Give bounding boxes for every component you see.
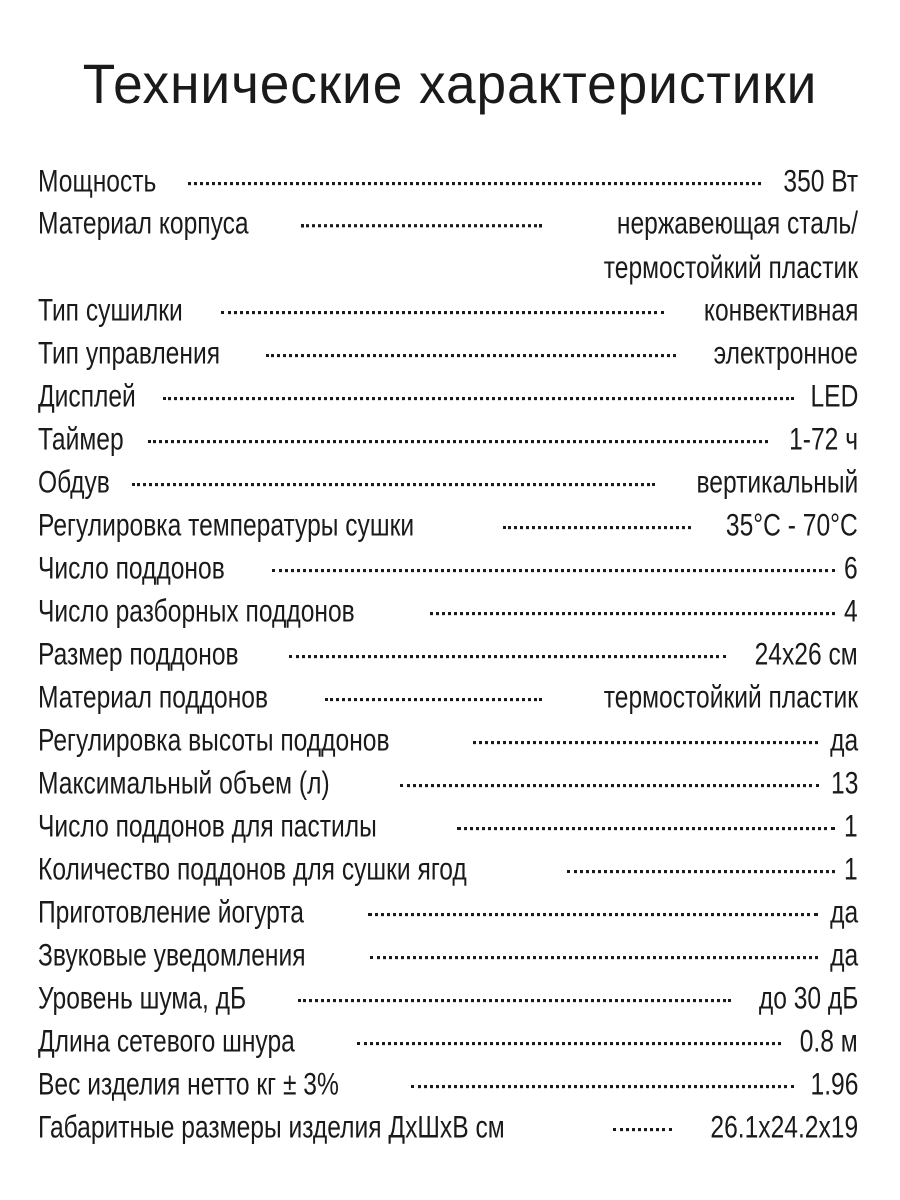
dot-leader [567, 870, 835, 873]
spec-value: 6 [844, 551, 858, 586]
spec-value: 4 [844, 594, 858, 629]
page-title: Технические характеристики [82, 52, 818, 115]
dot-leader [368, 913, 817, 916]
spec-value: 1 [844, 809, 858, 844]
spec-value: 1.96 [810, 1067, 858, 1102]
dot-leader [430, 612, 835, 615]
spec-label: Максимальный объем (л) [38, 766, 330, 801]
spec-value: 35°C - 70°C [726, 508, 858, 543]
dot-leader [503, 526, 692, 529]
spec-label: Длина сетевого шнура [38, 1024, 295, 1059]
dot-leader [613, 1128, 672, 1131]
spec-row-dimensions [38, 1105, 858, 1150]
spec-value: 350 Вт [783, 164, 858, 199]
spec-label: Регулировка высоты поддонов [38, 723, 390, 758]
spec-value: 0.8 м [800, 1024, 858, 1059]
spec-label: Регулировка температуры сушки [38, 508, 415, 543]
spec-value: термостойкий пластик [603, 680, 858, 715]
spec-value [604, 201, 858, 290]
dot-leader [188, 182, 761, 185]
spec-label: Число поддонов [38, 551, 225, 586]
spec-row-yogurt [38, 890, 858, 935]
spec-row-display [38, 374, 858, 419]
spec-row-net-weight [38, 1062, 858, 1107]
spec-label: Уровень шума, дБ [38, 981, 247, 1016]
spec-value: до 30 дБ [758, 981, 858, 1016]
spec-value: да [829, 938, 858, 973]
spec-value: 1 [844, 852, 858, 887]
spec-label: Число разборных поддонов [38, 594, 355, 629]
spec-row-cord-length [38, 1019, 858, 1064]
dot-leader [272, 569, 836, 572]
spec-value: 24x26 см [754, 637, 858, 672]
dot-leader [400, 784, 819, 787]
dot-leader [266, 354, 676, 357]
spec-row-tray-material [38, 675, 858, 720]
spec-label: Материал поддонов [38, 680, 269, 715]
spec-value: LED [810, 379, 858, 414]
spec-row-pastila-trays [38, 804, 858, 849]
spec-value-line-2: термостойкий пластик [603, 251, 858, 286]
spec-row-temperature-range [38, 503, 858, 548]
dot-leader [163, 397, 793, 400]
dot-leader [370, 956, 818, 959]
spec-label: Приготовление йогурта [38, 895, 304, 930]
spec-row-tray-count [38, 546, 858, 591]
dot-leader [301, 224, 542, 227]
spec-row-body-material [38, 201, 858, 290]
spec-value: да [829, 895, 858, 930]
spec-row-tray-height-adjust [38, 718, 858, 763]
spec-value-line-1: нержавеющая сталь/ [616, 206, 858, 241]
spec-value: 1-72 ч [789, 422, 858, 457]
spec-value: 13 [830, 766, 858, 801]
spec-label: Количество поддонов для сушки ягод [38, 852, 467, 887]
spec-list [38, 160, 858, 1149]
spec-label: Размер поддонов [38, 637, 239, 672]
dot-leader [298, 999, 731, 1002]
spec-row-tray-size [38, 632, 858, 677]
dot-leader [411, 1085, 794, 1088]
spec-label: Материал корпуса [38, 206, 249, 241]
spec-label: Тип управления [38, 336, 221, 371]
spec-label: Вес изделия нетто кг ± 3% [38, 1067, 339, 1102]
spec-row-timer [38, 417, 858, 462]
dot-leader [132, 483, 655, 486]
spec-value: да [829, 723, 858, 758]
dot-leader [221, 311, 664, 314]
spec-row-noise-level [38, 976, 858, 1021]
spec-value: вертикальный [696, 465, 858, 500]
spec-row-collapsible-trays [38, 589, 858, 634]
spec-value: конвективная [703, 293, 858, 328]
spec-row-max-volume [38, 761, 858, 806]
spec-row-control-type [38, 331, 858, 376]
dot-leader [325, 698, 542, 701]
spec-value: электронное [713, 336, 858, 371]
spec-label: Обдув [38, 465, 110, 500]
spec-row-power [38, 159, 858, 204]
spec-row-sound-alerts [38, 933, 858, 978]
spec-label: Габаритные размеры изделия ДхШхВ см [38, 1110, 505, 1145]
dot-leader [457, 827, 835, 830]
dot-leader [289, 655, 727, 658]
dot-leader [357, 1042, 781, 1045]
spec-label: Тип сушилки [38, 293, 183, 328]
spec-label: Мощность [38, 164, 157, 199]
spec-row-dryer-type [38, 288, 858, 333]
spec-label: Таймер [38, 422, 124, 457]
spec-row-airflow [38, 460, 858, 505]
spec-label: Дисплей [38, 379, 136, 414]
spec-value: 26.1x24.2x19 [710, 1110, 858, 1145]
dot-leader [473, 741, 818, 744]
spec-label: Звуковые уведомления [38, 938, 306, 973]
dot-leader [148, 440, 768, 443]
spec-label: Число поддонов для пастилы [38, 809, 377, 844]
spec-row-berry-trays [38, 847, 858, 892]
